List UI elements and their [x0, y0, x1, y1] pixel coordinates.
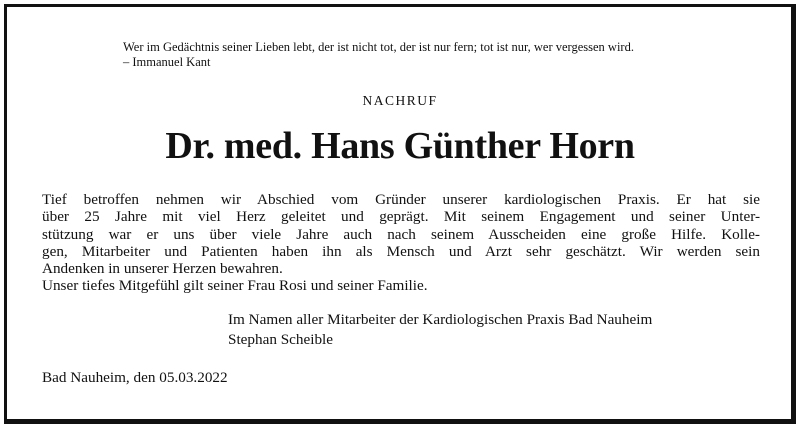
place-and-date: Bad Nauheim, den 05.03.2022	[42, 369, 228, 386]
signature-person: Stephan Scheible	[228, 331, 334, 348]
body-line: stützung war er uns über viele Jahre auch nach seinem Ausscheiden eine große Hilfe. Kolle-	[42, 225, 760, 243]
quote-author: – Immanuel Kant	[123, 55, 211, 69]
notice-heading: NACHRUF	[362, 93, 438, 108]
signature-block	[228, 310, 652, 350]
signature-organization: Im Namen aller Mitarbeiter der Kardiologischen Praxis Bad Nauheim	[228, 311, 653, 328]
deceased-name: Dr. med. Hans Günther Horn	[165, 125, 635, 167]
epigraph-quote	[123, 40, 773, 70]
body-line: gen, Mitarbeiter und Patienten haben ihn als Mensch und Arzt sehr geschätzt. Wir werden sein	[42, 242, 760, 260]
body-line: Unser tiefes Mitgefühl gilt seiner Frau Rosi und seiner Familie.	[42, 277, 428, 295]
quote-text: Wer im Gedächtnis seiner Lieben lebt, der ist nicht tot, der ist nur fern; tot ist nur, wer vergessen wird.	[123, 40, 634, 54]
body-line: Tief betroffen nehmen wir Abschied vom Gründer unserer kardiologischen Praxis. Er hat sie	[42, 191, 760, 208]
notice-body	[42, 191, 760, 295]
body-line: Andenken in unserer Herzen bewahren.	[42, 260, 283, 278]
body-line: über 25 Jahre mit viel Herz geleitet und geprägt. Mit seinem Engagement und seiner Unter-	[42, 208, 760, 226]
